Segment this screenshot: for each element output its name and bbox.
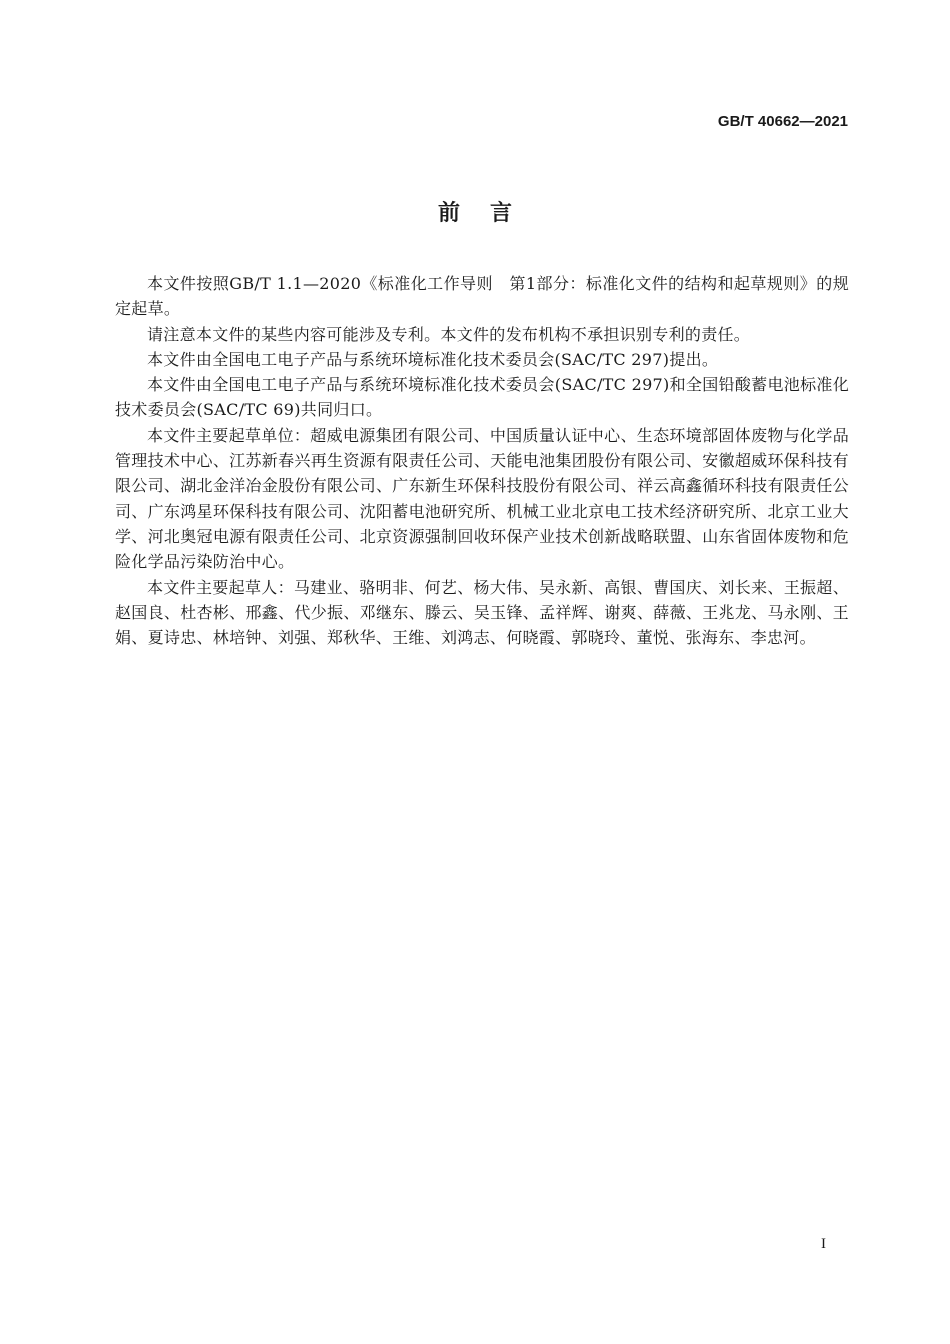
paragraph-patent-notice: 请注意本文件的某些内容可能涉及专利。本文件的发布机构不承担识别专利的责任。 bbox=[147, 324, 751, 344]
page-number: I bbox=[821, 1236, 826, 1252]
page-title: 前言 bbox=[437, 201, 542, 226]
paragraph-proposer: 本文件由全国电工电子产品与系统环境标准化技术委员会(SAC/TC 297)提出。 bbox=[147, 349, 719, 369]
paragraph-drafting-rules: 本文件按照GB/T 1.1—2020《标准化工作导则 第1部分：标准化文件的结构和起草规则》的规定起草。 bbox=[115, 274, 849, 319]
paragraph-drafting-organizations: 本文件主要起草单位：超威电源集团有限公司、中国质量认证中心、生态环境部固体废物与化学品管理技术中心、江苏新春兴再生资源有限责任公司、天能电池集团股份有限公司、安徽超威环保科技有限公司、湖北金洋冶金股份有限公司、广东新生环保科技股份有限公司、祥云高鑫循环科技有限责任公司、广东鸿星环保科技有限公司、沈阳蓄电池研究所、机械工业北京电工技术经济研究所、北京工业大学、河北奥冠电源有限责任公司、北京资源强制回收环保产业技术创新战略联盟、山东省固体废物和危险化学品污染防治中心。 bbox=[115, 425, 849, 572]
paragraph-administrator: 本文件由全国电工电子产品与系统环境标准化技术委员会(SAC/TC 297)和全国铅酸蓄电池标准化技术委员会(SAC/TC 69)共同归口。 bbox=[115, 375, 849, 420]
paragraph-drafters: 本文件主要起草人：马建业、骆明非、何艺、杨大伟、吴永新、高银、曹国庆、刘长来、王振超、赵国良、杜杏彬、邢鑫、代少振、邓继东、滕云、吴玉锋、孟祥辉、谢爽、薛薇、王兆龙、马永刚、王娟、夏诗忠、林培钟、刘强、郑秋华、王维、刘鸿志、何晓霞、郭晓玲、董悦、张海东、李忠河。 bbox=[115, 577, 849, 648]
foreword-body bbox=[115, 271, 849, 650]
standard-number: GB/T 40662—2021 bbox=[717, 113, 848, 130]
